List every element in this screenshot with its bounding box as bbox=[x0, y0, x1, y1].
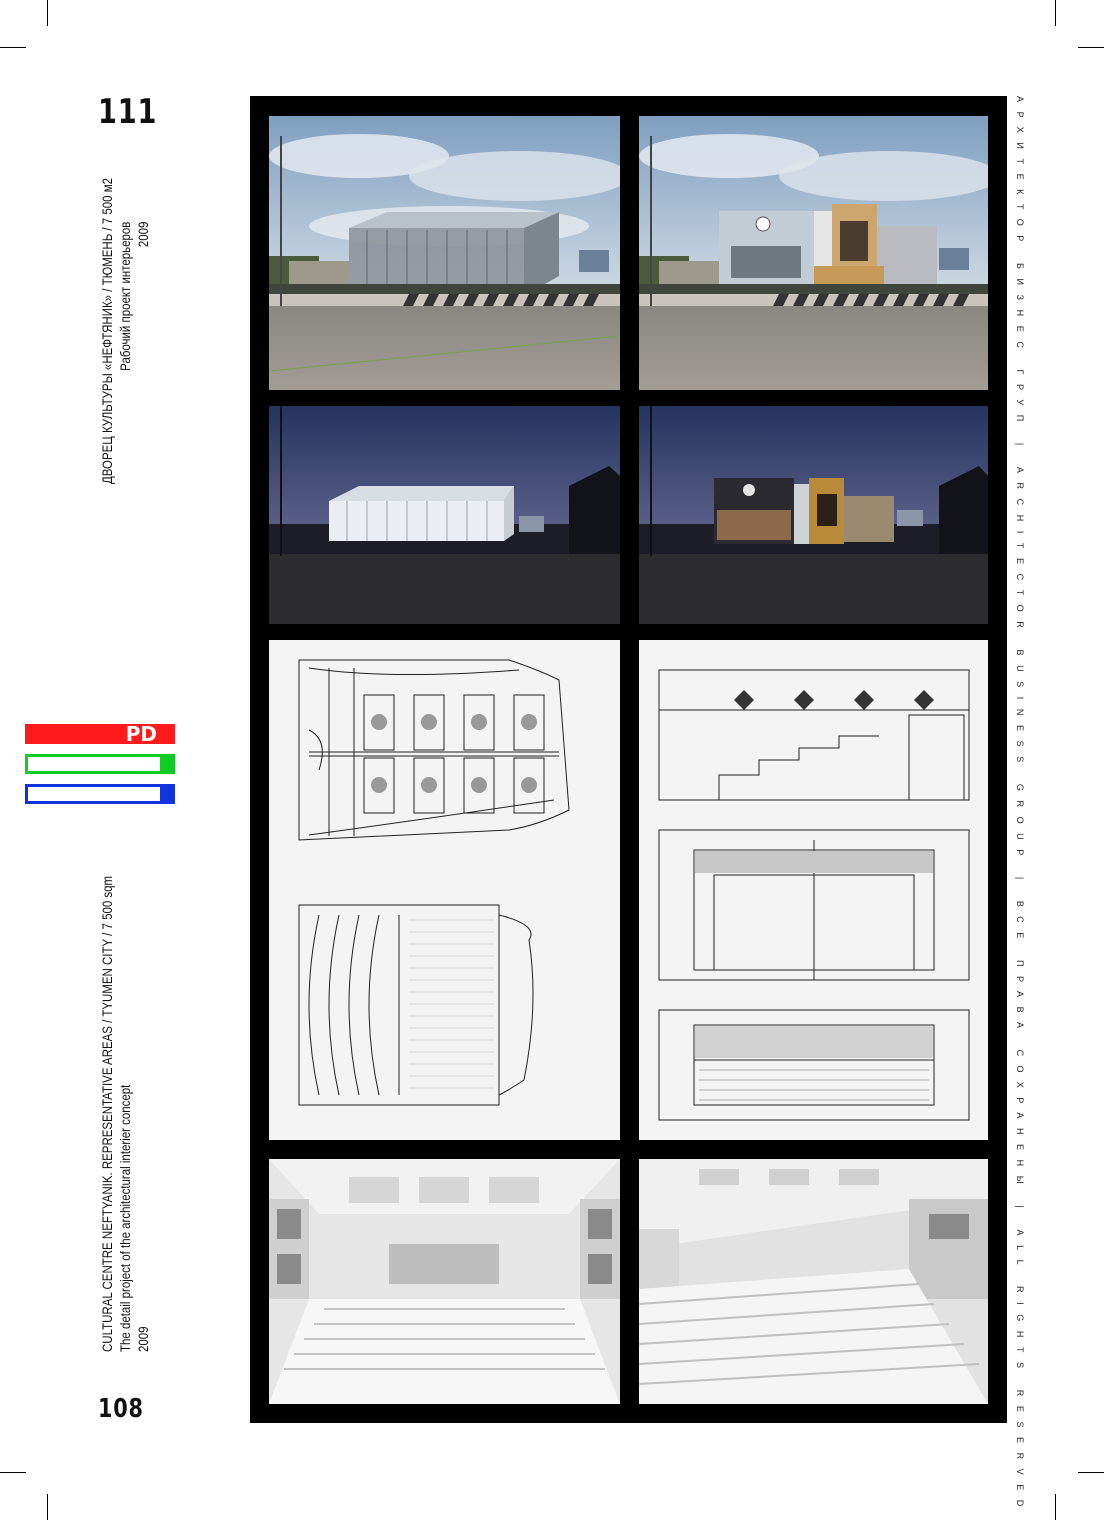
russian-caption-title: ДВОРЕЦ КУЛЬТУРЫ «НЕФТЯНИК» / ТЮМЕНЬ / 7 500 м2 bbox=[99, 177, 115, 484]
pd-logo bbox=[25, 724, 175, 814]
crop-mark bbox=[1055, 0, 1056, 26]
english-caption-subtitle: The detail project of the architectural interier concept bbox=[117, 1084, 133, 1352]
panel-dusk-new-facade bbox=[639, 406, 988, 624]
panel-day-wrapped-facade bbox=[269, 116, 620, 390]
crop-mark bbox=[1055, 1494, 1056, 1520]
english-caption-year: 2009 bbox=[135, 1326, 151, 1352]
crop-mark bbox=[1078, 47, 1104, 48]
panel-auditorium-render-front bbox=[269, 1159, 620, 1404]
side-band-text: АРХИТЕКТОР БИЗНЕС ГРУП | ARCHITECTOR BUSINESS GROUP | ВСЕ ПРАВА СОХРАНЕНЫ | ALL RIGHTS RESERVED bbox=[1015, 96, 1025, 1516]
panel-auditorium-render-side bbox=[639, 1159, 988, 1404]
side-band bbox=[1009, 96, 1025, 1516]
english-caption-title: CULTURAL CENTRE NEFTYANIK. REPRESENTATIVE AREAS / TYUMEN CITY / 7 500 sqm bbox=[99, 875, 115, 1352]
logo-blue-bar bbox=[25, 784, 175, 804]
crop-mark bbox=[47, 0, 48, 26]
image-grid-panel bbox=[250, 96, 1007, 1423]
russian-caption-subtitle: Рабочий проект интерьеров bbox=[117, 221, 133, 371]
panel-dusk-wrapped-facade bbox=[269, 406, 620, 624]
panel-hall-sections bbox=[639, 640, 988, 1140]
crop-mark bbox=[1078, 1472, 1104, 1473]
english-caption bbox=[98, 875, 152, 1352]
page-number-bottom: 108 bbox=[98, 1394, 144, 1424]
logo-red-bar bbox=[25, 724, 175, 744]
crop-mark bbox=[0, 47, 26, 48]
crop-mark bbox=[0, 1472, 26, 1473]
panel-ceiling-and-seating-plans bbox=[269, 640, 620, 1140]
logo-label: PD bbox=[125, 722, 157, 746]
page-number-top: 111 bbox=[98, 92, 158, 132]
crop-mark bbox=[47, 1494, 48, 1520]
panel-day-new-facade bbox=[639, 116, 988, 390]
logo-green-bar bbox=[25, 754, 175, 774]
russian-caption bbox=[98, 164, 152, 484]
russian-caption-year: 2009 bbox=[135, 221, 151, 248]
